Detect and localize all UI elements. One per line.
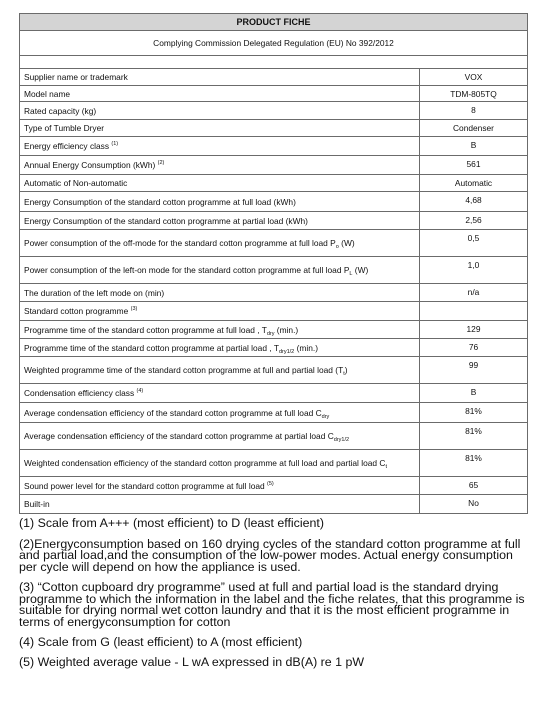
fiche-label-cell <box>20 423 420 450</box>
fiche-value: 76 <box>420 339 528 357</box>
fiche-row <box>20 357 528 384</box>
fiche-row <box>20 120 528 137</box>
fiche-value: Condenser <box>420 120 528 137</box>
fiche-label-cell <box>20 102 420 120</box>
fiche-value: Automatic <box>420 175 528 192</box>
fiche-label: The duration of the left mode on (min) <box>24 287 165 298</box>
fiche-label-cell <box>20 339 420 357</box>
fiche-row <box>20 137 528 156</box>
fiche-value: n/a <box>420 284 528 302</box>
fiche-row <box>20 69 528 86</box>
fiche-row <box>20 175 528 192</box>
fiche-label-cell <box>20 450 420 477</box>
label-suffix: (min.) <box>274 324 299 335</box>
fiche-label-cell <box>20 156 420 175</box>
fiche-label-cell <box>20 192 420 212</box>
fiche-row <box>20 495 528 514</box>
fiche-row <box>20 423 528 450</box>
product-fiche-table <box>19 13 528 514</box>
fiche-row <box>20 339 528 357</box>
fiche-label: Built-in <box>24 499 50 509</box>
fiche-value: 81% <box>420 403 528 423</box>
fiche-row <box>20 257 528 284</box>
subscript: t <box>385 464 387 470</box>
footnote-ref: (3) <box>130 306 138 312</box>
fiche-row <box>20 212 528 230</box>
fiche-row <box>20 86 528 102</box>
label-suffix: (min.) <box>294 342 318 353</box>
fiche-value: 2,56 <box>420 212 528 230</box>
fiche-value: B <box>420 384 528 403</box>
fiche-label-cell <box>20 86 420 102</box>
fiche-label: Model name <box>24 88 71 99</box>
fiche-value: 8 <box>420 102 528 120</box>
footnote-1: (1) Scale from A+++ (most efficient) to D (least efficient) <box>19 516 324 530</box>
fiche-value: 81% <box>420 450 528 477</box>
spacer-cell <box>20 56 528 69</box>
fiche-row <box>20 477 528 495</box>
fiche-label: Weighted condensation efficiency of the standard cotton programme at full load and partial load C <box>24 458 386 468</box>
fiche-label-cell <box>20 403 420 423</box>
footnote-ref: (1) <box>111 141 119 147</box>
fiche-label: Supplier name or trademark <box>24 72 128 82</box>
fiche-label: Energy Consumption of the standard cotton programme at partial load (kWh) <box>24 215 308 226</box>
footnote-ref: (5) <box>267 480 274 487</box>
fiche-row <box>20 403 528 423</box>
fiche-label: Power consumption of the left-on mode for the standard cotton programme at full load P <box>24 265 350 275</box>
fiche-value: 81% <box>420 423 528 450</box>
fiche-label-cell <box>20 120 420 137</box>
label-suffix: (W) <box>352 265 369 275</box>
footnotes <box>19 518 531 668</box>
fiche-label-cell <box>20 137 420 156</box>
fiche-label-cell <box>20 302 420 321</box>
fiche-value <box>420 302 528 321</box>
fiche-label: Sound power level for the standard cotton programme at full load <box>24 480 265 491</box>
fiche-label-cell <box>20 212 420 230</box>
regulation-row <box>20 31 528 56</box>
fiche-label-cell <box>20 175 420 192</box>
label-suffix: (W) <box>338 238 355 248</box>
subscript: dry1/2 <box>333 437 350 443</box>
footnote-3: (3) “Cotton cupboard dry programme” used at full and partial load is the standard drying programme to which the information in the label and the fiche relates, that this programme is suitable for drying normal wet cotton laundry and that it is the most efficient programme in terms of energyconsumption for cotton <box>19 580 525 629</box>
subscript: L <box>349 271 353 277</box>
fiche-row <box>20 156 528 175</box>
label-suffix: ) <box>344 365 348 375</box>
fiche-label: Weighted programme time of the standard cotton programme at full and partial load (T <box>24 365 344 375</box>
fiche-label: Automatic of Non-automatic <box>24 178 128 188</box>
fiche-row <box>20 230 528 257</box>
fiche-label-cell <box>20 257 420 284</box>
subscript: t <box>343 371 345 377</box>
footnote-5: (5) Weighted average value - L wA expressed in dB(A) re 1 pW <box>19 654 365 669</box>
fiche-title: PRODUCT FICHE <box>20 14 528 31</box>
subscript: dry <box>266 330 275 337</box>
subscript: dry1/2 <box>278 348 295 355</box>
footnote-4: (4) Scale from G (least efficient) to A (most efficient) <box>19 635 303 649</box>
fiche-value: 1,0 <box>420 257 528 284</box>
fiche-value: No <box>420 495 528 514</box>
fiche-label: Rated capacity (kg) <box>24 105 97 116</box>
footnote-ref: (2) <box>157 160 165 166</box>
fiche-label: Programme time of the standard cotton programme at partial load , T <box>24 342 279 353</box>
fiche-title-row <box>20 14 528 31</box>
subscript: o <box>335 244 339 250</box>
fiche-label: Condensation efficiency class <box>24 388 135 398</box>
fiche-label: Standard cotton programme <box>24 306 129 316</box>
fiche-row <box>20 192 528 212</box>
fiche-label-cell <box>20 69 420 86</box>
regulation-text: Complying Commission Delegated Regulation (EU) No 392/2012 <box>20 31 528 56</box>
fiche-row <box>20 321 528 339</box>
footnote-ref: (4) <box>136 388 144 394</box>
fiche-value: 65 <box>420 477 528 495</box>
subscript: dry <box>321 413 330 420</box>
fiche-label-cell <box>20 384 420 403</box>
fiche-label: Average condensation efficiency of the standard cotton programme at full load C <box>24 407 322 418</box>
fiche-label: Energy efficiency class <box>24 141 110 151</box>
fiche-label: Energy Consumption of the standard cotton programme at full load (kWh) <box>24 196 296 207</box>
fiche-row <box>20 102 528 120</box>
fiche-body <box>20 14 528 514</box>
fiche-value: 129 <box>420 321 528 339</box>
fiche-label-cell <box>20 321 420 339</box>
fiche-value: 4,68 <box>420 192 528 212</box>
fiche-label-cell <box>20 357 420 384</box>
fiche-label: Power consumption of the off-mode for the standard cotton programme at full load P <box>24 238 336 248</box>
fiche-label-cell <box>20 477 420 495</box>
fiche-row <box>20 450 528 477</box>
fiche-label: Average condensation efficiency of the standard cotton programme at partial load C <box>24 431 334 441</box>
fiche-value: 99 <box>420 357 528 384</box>
fiche-value: 0,5 <box>420 230 528 257</box>
fiche-label-cell <box>20 284 420 302</box>
fiche-label: Programme time of the standard cotton programme at full load , T <box>24 324 267 335</box>
fiche-value: VOX <box>420 69 528 86</box>
spacer-row <box>20 56 528 69</box>
fiche-row <box>20 284 528 302</box>
fiche-value: TDM-805TQ <box>420 86 528 102</box>
fiche-value: 561 <box>420 156 528 175</box>
footnote-2: (2)Energyconsumption based on 160 drying cycles of the standard cotton programme at full and partial load,and the consumption of the low-power modes. Actual energy consumption per cycle will depend on how the appliance is used. <box>19 536 521 574</box>
fiche-label-cell <box>20 230 420 257</box>
fiche-row <box>20 302 528 321</box>
fiche-label: Type of Tumble Dryer <box>24 123 105 133</box>
fiche-row <box>20 384 528 403</box>
fiche-label: Annual Energy Consumption (kWh) <box>24 160 156 170</box>
fiche-label-cell <box>20 495 420 514</box>
fiche-value: B <box>420 137 528 156</box>
